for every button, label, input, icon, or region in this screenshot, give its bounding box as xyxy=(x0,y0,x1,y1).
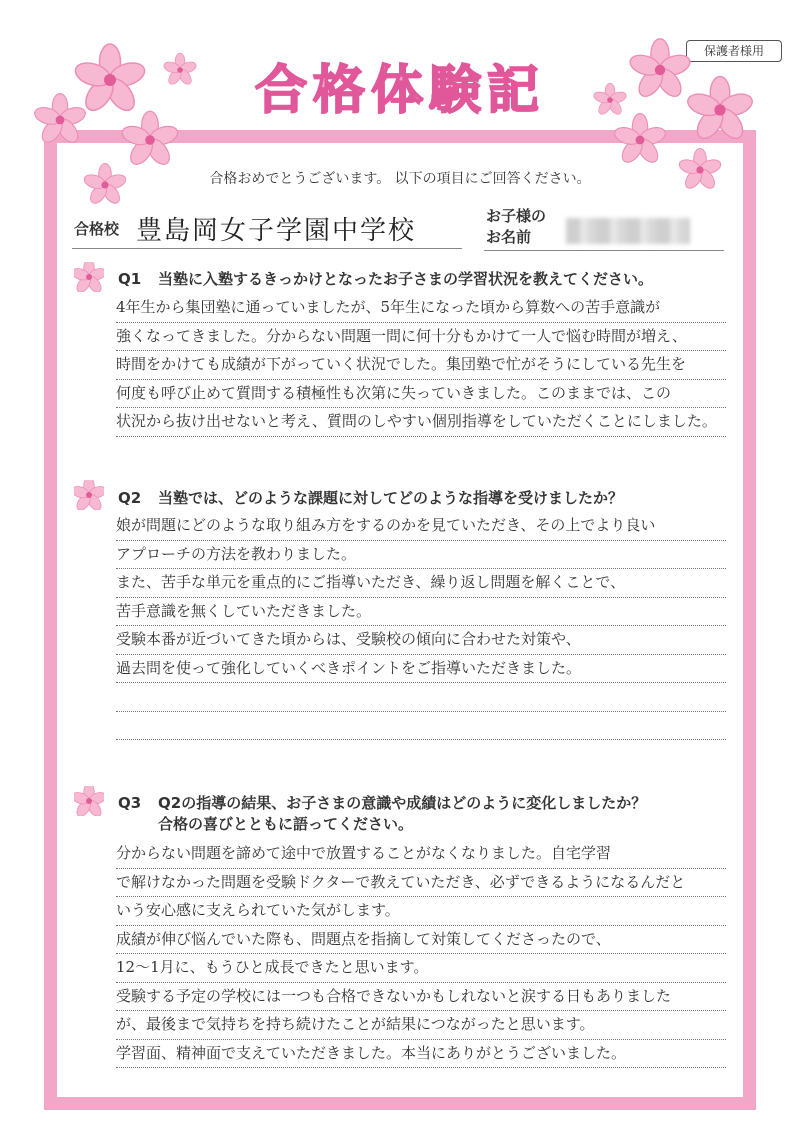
q1-question xyxy=(118,268,653,289)
answer-line: 12～1月に、もうひと成長できたと思います。 xyxy=(116,954,726,983)
q3-text: Q2の指導の結果、お子さまの意識や成績はどのように変化しましたか？ xyxy=(158,794,647,812)
page-title: 合格体験記 xyxy=(254,60,545,121)
answer-line: 受験本番が近づいてきた頃からは、受験校の傾向に合わせた対策や、 xyxy=(116,626,726,655)
q3-text-line2: 合格の喜びとともに語ってください。 xyxy=(158,815,414,833)
answer-line: 娘が問題にどのような取り組み方をするのかを見ていただき、その上でより良い xyxy=(116,512,726,541)
q3-number: Q3 xyxy=(118,794,142,812)
cherry-blossom-icon xyxy=(74,262,104,292)
q3-answer xyxy=(116,840,726,1068)
child-name-underline xyxy=(484,250,724,251)
answer-line: が、最後まで気持ちを持ち続けたことが結果につながったと思います。 xyxy=(116,1011,726,1040)
q1-number: Q1 xyxy=(118,270,142,288)
child-label-line1: お子様の xyxy=(486,207,547,225)
answer-line: アプローチの方法を教わりました。 xyxy=(116,541,726,570)
cherry-blossom-icon xyxy=(74,786,104,816)
q2-answer xyxy=(116,512,726,740)
school-label: 合格校 xyxy=(74,220,120,238)
answer-line: で解けなかった問題を受験ドクターで教えていただき、必ずできるようになるんだと xyxy=(116,869,726,898)
answer-line: 分からない問題を諦めて途中で放置することがなくなりました。自宅学習 xyxy=(116,840,726,869)
answer-line: また、苦手な単元を重点的にご指導いただき、繰り返し問題を解くことで、 xyxy=(116,569,726,598)
guardian-tag: 保護者様用 xyxy=(686,40,782,62)
answer-line: 状況から抜け出せないと考え、質問のしやすい個別指導をしていただくことにしました。 xyxy=(116,408,726,437)
answer-line: いう安心感に支えられていた気がします。 xyxy=(116,897,726,926)
answer-line: 何度も呼び止めて質問する積極性も次第に失っていきました。このままでは、この xyxy=(116,380,726,409)
answer-line: 4年生から集団塾に通っていましたが、5年生になった頃から算数への苦手意識が xyxy=(116,294,726,323)
q1-text: 当塾に入塾するきっかけとなったお子さまの学習状況を教えてください。 xyxy=(158,270,654,288)
answer-line: 成績が伸び悩んでいた際も、問題点を指摘して対策してくださったので、 xyxy=(116,926,726,955)
q2-number: Q2 xyxy=(118,489,142,507)
intro-text: 合格おめでとうございます。 以下の項目にご回答ください。 xyxy=(209,171,591,187)
q2-text: 当塾では、どのような課題に対してどのような指導を受けましたか？ xyxy=(158,489,624,507)
answer-line: 受験する予定の学校には一つも合格できないかもしれないと涙する日もありました xyxy=(116,983,726,1012)
answer-line xyxy=(116,712,726,741)
answer-line xyxy=(116,683,726,712)
q1-answer xyxy=(116,294,726,437)
child-label-line2: お名前 xyxy=(486,228,532,246)
school-underline xyxy=(72,248,462,249)
answer-line: 時間をかけても成績が下がっていく状況でした。集団塾で忙がそうにしている先生を xyxy=(116,351,726,380)
answer-line: 強くなってきました。分からない問題一問に何十分もかけて一人で悩む時間が増え、 xyxy=(116,323,726,352)
cherry-blossom-icon xyxy=(74,480,104,510)
child-name-label xyxy=(486,206,546,248)
child-name-redacted xyxy=(566,218,690,244)
answer-line: 苦手意識を無くしていただきました。 xyxy=(116,598,726,627)
q3-question xyxy=(118,792,646,834)
school-name: 豊島岡女子学園中学校 xyxy=(136,216,417,246)
answer-line: 過去問を使って強化していくべきポイントをご指導いただきました。 xyxy=(116,655,726,684)
q2-question xyxy=(118,487,623,508)
answer-line: 学習面、精神面で支えていただきました。本当にありがとうございました。 xyxy=(116,1040,726,1069)
